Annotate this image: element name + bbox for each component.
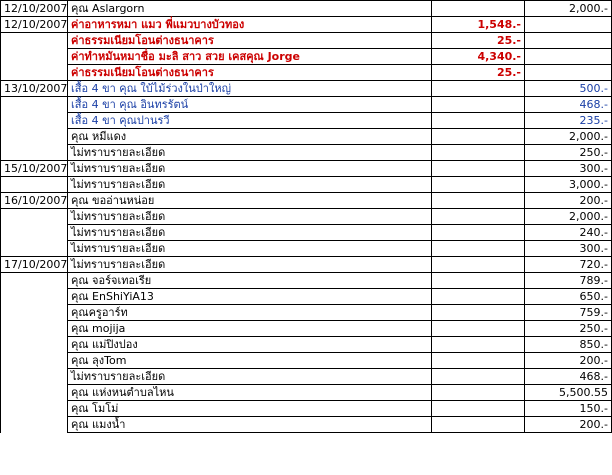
income-cell: 250.- <box>525 321 612 337</box>
income-cell: 468.- <box>525 97 612 113</box>
expense-cell <box>432 241 525 257</box>
expense-cell <box>432 177 525 193</box>
expense-cell <box>432 353 525 369</box>
ledger-row <box>1 241 612 257</box>
expense-cell <box>432 401 525 417</box>
income-cell: 300.- <box>525 161 612 177</box>
expense-cell <box>432 209 525 225</box>
ledger-row <box>1 417 612 433</box>
ledger-row <box>1 209 612 225</box>
date-cell <box>1 209 68 225</box>
date-cell <box>1 337 68 353</box>
description-cell: คุณ EnShiYiA13 <box>68 289 432 305</box>
ledger-row <box>1 33 612 49</box>
income-cell: 200.- <box>525 353 612 369</box>
income-cell: 200.- <box>525 193 612 209</box>
income-cell: 150.- <box>525 401 612 417</box>
description-cell: ไม่ทราบรายละเอียด <box>68 145 432 161</box>
date-cell <box>1 369 68 385</box>
date-cell: 12/10/2007 <box>1 1 68 17</box>
ledger-row <box>1 385 612 401</box>
expense-cell <box>432 113 525 129</box>
description-cell: คุณ โมโม่ <box>68 401 432 417</box>
ledger-row <box>1 401 612 417</box>
ledger-row <box>1 177 612 193</box>
date-cell <box>1 241 68 257</box>
date-cell <box>1 273 68 289</box>
ledger-row <box>1 353 612 369</box>
date-cell <box>1 113 68 129</box>
ledger-row <box>1 257 612 273</box>
description-cell: ไม่ทราบรายละเอียด <box>68 369 432 385</box>
description-cell: ไม่ทราบรายละเอียด <box>68 209 432 225</box>
income-cell <box>525 17 612 33</box>
date-cell: 16/10/2007 <box>1 193 68 209</box>
description-cell: คุณ แม่ปิงปอง <box>68 337 432 353</box>
description-cell: เสื้อ 4 ขา คุณปานรวี <box>68 113 432 129</box>
income-cell: 759.- <box>525 305 612 321</box>
date-cell <box>1 401 68 417</box>
income-cell: 720.- <box>525 257 612 273</box>
date-cell <box>1 385 68 401</box>
ledger-row <box>1 81 612 97</box>
description-cell: คุณ แมงน้ำ <box>68 417 432 433</box>
description-cell: ไม่ทราบรายละเอียด <box>68 161 432 177</box>
description-cell: ค่าธรรมเนียมโอนต่างธนาคาร <box>68 65 432 81</box>
ledger-row <box>1 289 612 305</box>
description-cell: ไม่ทราบรายละเอียด <box>68 225 432 241</box>
date-cell: 13/10/2007 <box>1 81 68 97</box>
income-cell: 5,500.55 <box>525 385 612 401</box>
expense-cell <box>432 337 525 353</box>
income-cell: 2,000.- <box>525 209 612 225</box>
expense-cell <box>432 129 525 145</box>
expense-cell <box>432 161 525 177</box>
expense-cell <box>432 225 525 241</box>
ledger-row <box>1 273 612 289</box>
description-cell: เสื้อ 4 ขา คุณ ใบ้ไม้ร่วงในป่าใหญ่ <box>68 81 432 97</box>
date-cell <box>1 49 68 65</box>
income-cell: 2,000.- <box>525 1 612 17</box>
ledger-row <box>1 17 612 33</box>
description-cell: คุณ mojija <box>68 321 432 337</box>
ledger-row <box>1 225 612 241</box>
income-cell: 650.- <box>525 289 612 305</box>
income-cell: 789.- <box>525 273 612 289</box>
expense-cell: 4,340.- <box>432 49 525 65</box>
ledger-row <box>1 305 612 321</box>
ledger-row <box>1 145 612 161</box>
income-cell: 2,000.- <box>525 129 612 145</box>
date-cell <box>1 225 68 241</box>
description-cell: คุณ ขออ่านหน่อย <box>68 193 432 209</box>
description-cell: ค่าอาหารหมา แมว พี่แมวบางบัวทอง <box>68 17 432 33</box>
expense-cell: 25.- <box>432 33 525 49</box>
date-cell <box>1 353 68 369</box>
description-cell: เสื้อ 4 ขา คุณ อินทรรัตน์ <box>68 97 432 113</box>
income-cell: 850.- <box>525 337 612 353</box>
date-cell: 15/10/2007 <box>1 161 68 177</box>
ledger-row <box>1 49 612 65</box>
date-cell <box>1 305 68 321</box>
income-cell: 300.- <box>525 241 612 257</box>
income-cell: 235.- <box>525 113 612 129</box>
expense-cell <box>432 145 525 161</box>
ledger-row <box>1 193 612 209</box>
expense-cell <box>432 257 525 273</box>
description-cell: คุณ แห่งหนตำบลไหน <box>68 385 432 401</box>
ledger-row <box>1 129 612 145</box>
expense-cell: 1,548.- <box>432 17 525 33</box>
description-cell: คุณครูอาร์ท <box>68 305 432 321</box>
date-cell <box>1 129 68 145</box>
expense-cell <box>432 273 525 289</box>
date-cell <box>1 177 68 193</box>
income-cell: 250.- <box>525 145 612 161</box>
date-cell: 12/10/2007 <box>1 17 68 33</box>
expense-cell <box>432 1 525 17</box>
date-cell: 17/10/2007 <box>1 257 68 273</box>
date-cell <box>1 145 68 161</box>
description-cell: คุณ ลุงTom <box>68 353 432 369</box>
expense-cell <box>432 369 525 385</box>
income-cell: 200.- <box>525 417 612 433</box>
expense-cell: 25.- <box>432 65 525 81</box>
ledger-row <box>1 161 612 177</box>
date-cell <box>1 65 68 81</box>
expense-cell <box>432 289 525 305</box>
description-cell: ค่าธรรมเนียมโอนต่างธนาคาร <box>68 33 432 49</box>
date-cell <box>1 321 68 337</box>
expense-cell <box>432 193 525 209</box>
description-cell: ไม่ทราบรายละเอียด <box>68 241 432 257</box>
expense-cell <box>432 81 525 97</box>
expense-cell <box>432 385 525 401</box>
income-cell: 240.- <box>525 225 612 241</box>
ledger-body <box>1 1 612 433</box>
description-cell: ไม่ทราบรายละเอียด <box>68 257 432 273</box>
date-cell <box>1 97 68 113</box>
income-cell <box>525 33 612 49</box>
description-cell: คุณ หมีแดง <box>68 129 432 145</box>
date-cell <box>1 33 68 49</box>
ledger-row <box>1 97 612 113</box>
income-cell <box>525 65 612 81</box>
income-cell: 3,000.- <box>525 177 612 193</box>
ledger-row <box>1 369 612 385</box>
ledger-row <box>1 113 612 129</box>
income-cell: 468.- <box>525 369 612 385</box>
description-cell: ค่าทำหมันหมาชื่อ มะลิ สาว สวย เคสคุณ Jorge <box>68 49 432 65</box>
description-cell: คุณ Aslargorn <box>68 1 432 17</box>
description-cell: คุณ จอร์จเทอเรีย <box>68 273 432 289</box>
expense-cell <box>432 417 525 433</box>
description-cell: ไม่ทราบรายละเอียด <box>68 177 432 193</box>
expense-cell <box>432 321 525 337</box>
ledger-row <box>1 337 612 353</box>
expense-cell <box>432 305 525 321</box>
date-cell <box>1 417 68 433</box>
ledger-row <box>1 321 612 337</box>
expense-cell <box>432 97 525 113</box>
ledger-row <box>1 1 612 17</box>
income-cell: 500.- <box>525 81 612 97</box>
ledger-row <box>1 65 612 81</box>
income-cell <box>525 49 612 65</box>
date-cell <box>1 289 68 305</box>
